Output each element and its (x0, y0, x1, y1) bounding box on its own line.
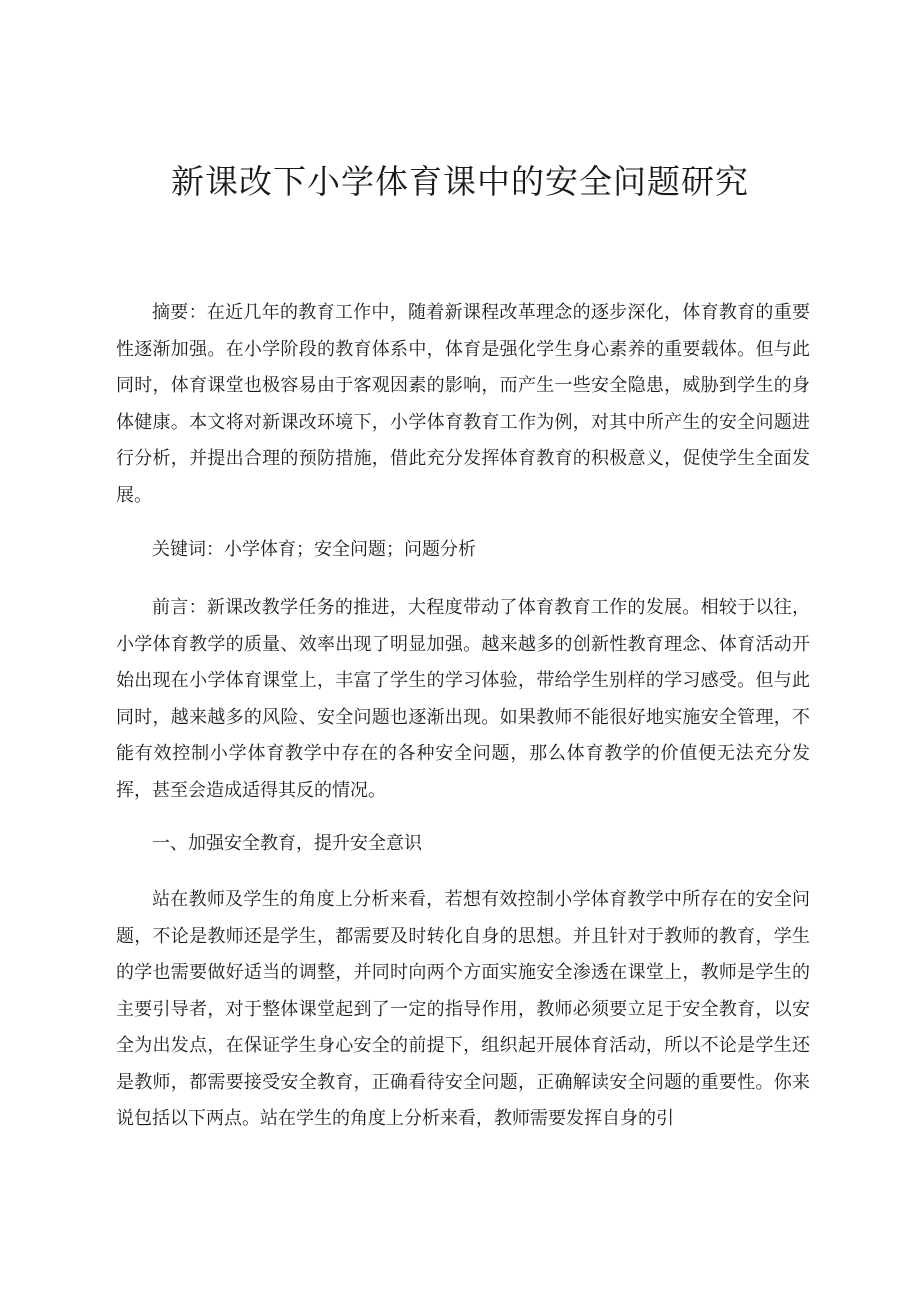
preface-block (116, 590, 810, 809)
keywords-block (116, 532, 810, 569)
abstract-block (116, 295, 810, 514)
section-1-paragraph: 站在教师及学生的角度上分析来看，若想有效控制小学体育教学中所存在的安全问题，不论是教师还是学生，都需要及时转化自身的思想。并且针对于教师的教育，学生的学也需要做好适当的调整，并同时向两个方面实施安全渗透在课堂上，教师是学生的主要引导者，对于整体课堂起到了一定的指导作用，教师必须要立足于安全教育，以安全为出发点，在保证学生身心安全的前提下，组织起开展体育活动，所以不论是学生还是教师，都需要接受安全教育，正确看待安全问题，正确解读安全问题的重要性。你来说包括以下两点。站在学生的角度上分析来看，教师需要发挥自身的引 (116, 889, 810, 1129)
document-title: 新课改下小学体育课中的安全问题研究 (171, 162, 749, 201)
section-body-block (116, 882, 810, 1138)
section-heading-block (116, 826, 810, 863)
abstract-paragraph: 摘要：在近几年的教育工作中，随着新课程改革理念的逐步深化，体育教育的重要性逐渐加强。在小学阶段的教育体系中，体育是强化学生身心素养的重要载体。但与此同时，体育课堂也极容易由于客观因素的影响，而产生一些安全隐患，威胁到学生的身体健康。本文将对新课改环境下，小学体育教育工作为例，对其中所产生的安全问题进行分析，并提出合理的预防措施，借此充分发挥体育教育的积极意义，促使学生全面发展。 (116, 302, 810, 506)
section-1-heading: 一、加强安全教育，提升安全意识 (152, 833, 422, 854)
keywords-paragraph: 关键词：小学体育；安全问题；问题分析 (152, 539, 476, 560)
preface-paragraph: 前言：新课改教学任务的推进，大程度带动了体育教育工作的发展。相较于以往，小学体育教学的质量、效率出现了明显加强。越来越多的创新性教育理念、体育活动开始出现在小学体育课堂上，丰富了学生的学习体验，带给学生别样的学习感受。但与此同时，越来越多的风险、安全问题也逐渐出现。如果教师不能很好地实施安全管理，不能有效控制小学体育教学中存在的各种安全问题，那么体育教学的价值便无法充分发挥，甚至会造成适得其反的情况。 (116, 597, 810, 801)
